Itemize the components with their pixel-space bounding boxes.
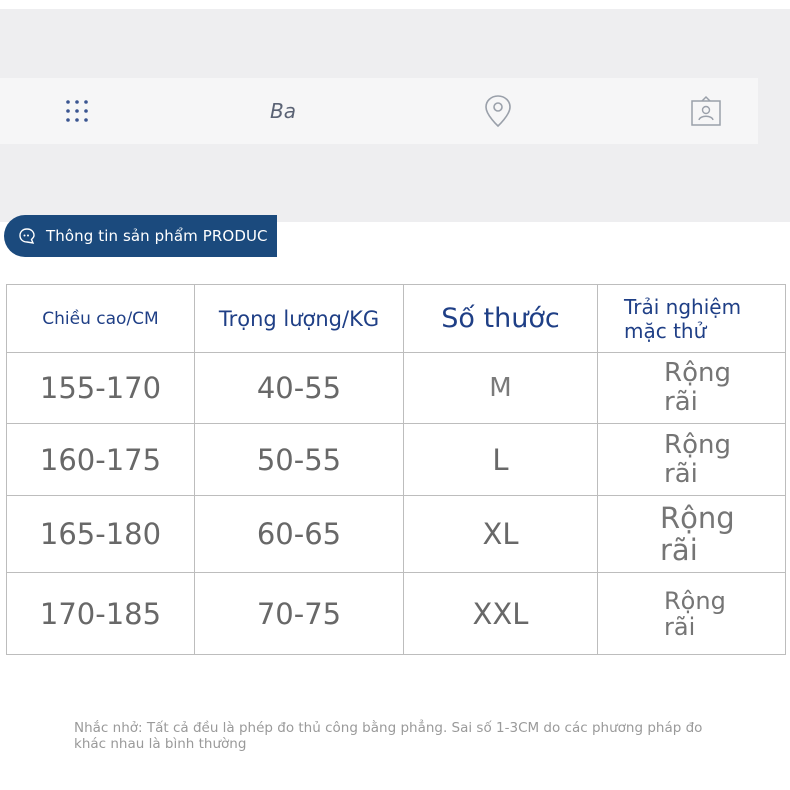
cell-size: L (404, 424, 598, 496)
nav-middle-label: Ba (270, 99, 296, 123)
cell-height: 155-170 (7, 353, 195, 424)
header-fit-label: Trải nghiệm mặc thử (624, 294, 742, 343)
table-row (7, 496, 786, 573)
nav-middle-text[interactable] (258, 78, 308, 144)
cell-fit-label: Rộng rãi (664, 586, 726, 641)
cell-fit (598, 496, 786, 573)
cell-fit (598, 424, 786, 496)
table-row (7, 353, 786, 424)
table-header-row (7, 285, 786, 353)
size-table (6, 284, 786, 655)
header-fit (598, 285, 786, 353)
cell-fit-label: Rộng rãi (664, 429, 731, 489)
header-size: Số thước (404, 285, 598, 353)
cell-fit (598, 353, 786, 424)
cell-fit (598, 573, 786, 655)
cell-height: 170-185 (7, 573, 195, 655)
cell-height: 165-180 (7, 496, 195, 573)
cell-height: 160-175 (7, 424, 195, 496)
profile-card-icon[interactable] (688, 78, 724, 144)
header-weight: Trọng lượng/KG (195, 285, 404, 353)
measurement-note: Nhắc nhở: Tất cả đều là phép đo thủ công bằng phẳng. Sai số 1-3CM do các phương pháp đo khác nhau là bình thường (74, 720, 703, 752)
product-info-tag (4, 215, 277, 257)
cell-size: M (404, 353, 598, 424)
speech-bubble-icon (18, 227, 36, 245)
table-row (7, 424, 786, 496)
cell-size: XL (404, 496, 598, 573)
map-pin-icon[interactable] (480, 78, 516, 144)
cell-weight: 50-55 (195, 424, 404, 496)
cell-fit-label: Rộng rãi (660, 501, 735, 567)
cell-weight: 60-65 (195, 496, 404, 573)
header-height: Chiều cao/CM (7, 285, 195, 353)
cell-fit-label: Rộng rãi (664, 358, 731, 417)
product-info-label: Thông tin sản phẩm PRODUC (46, 227, 268, 245)
cell-size: XXL (404, 573, 598, 655)
cell-weight: 70-75 (195, 573, 404, 655)
grid-dots-icon[interactable] (58, 78, 96, 144)
nav-bar (0, 78, 758, 144)
cell-weight: 40-55 (195, 353, 404, 424)
table-row (7, 573, 786, 655)
